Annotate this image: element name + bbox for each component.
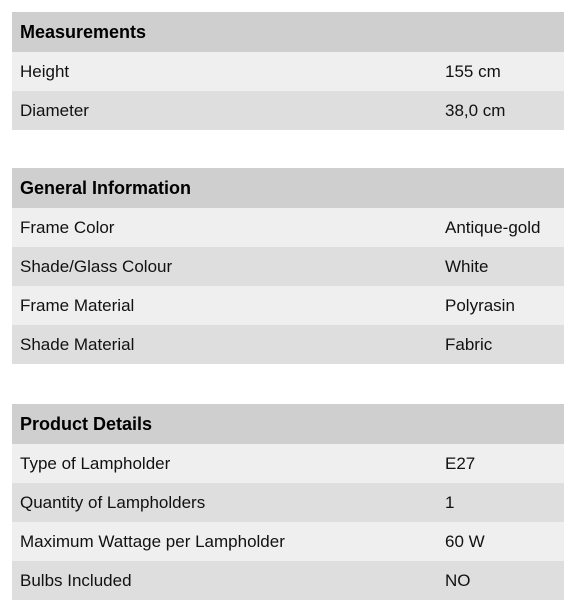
table-row bbox=[12, 208, 564, 247]
row-value: Fabric bbox=[437, 325, 564, 364]
row-label: Quantity of Lampholders bbox=[12, 483, 437, 522]
row-value: 155 cm bbox=[437, 52, 564, 91]
general-information-table bbox=[12, 168, 564, 364]
row-value: White bbox=[437, 247, 564, 286]
section-title-measurements: Measurements bbox=[12, 12, 564, 52]
row-label: Shade/Glass Colour bbox=[12, 247, 437, 286]
row-value: 38,0 cm bbox=[437, 91, 564, 130]
table-row bbox=[12, 91, 564, 130]
table-row bbox=[12, 522, 564, 561]
row-label: Height bbox=[12, 52, 437, 91]
measurements-table bbox=[12, 12, 564, 130]
row-label: Frame Color bbox=[12, 208, 437, 247]
row-label: Bulbs Included bbox=[12, 561, 437, 600]
table-row bbox=[12, 444, 564, 483]
row-value: 60 W bbox=[437, 522, 564, 561]
row-value: E27 bbox=[437, 444, 564, 483]
section-header-row bbox=[12, 404, 564, 444]
section-title-product-details: Product Details bbox=[12, 404, 564, 444]
table-row bbox=[12, 247, 564, 286]
product-details-table bbox=[12, 404, 564, 600]
row-value: Antique-gold bbox=[437, 208, 564, 247]
table-row bbox=[12, 52, 564, 91]
section-title-general-information: General Information bbox=[12, 168, 564, 208]
row-label: Maximum Wattage per Lampholder bbox=[12, 522, 437, 561]
table-row bbox=[12, 286, 564, 325]
table-row bbox=[12, 483, 564, 522]
row-label: Diameter bbox=[12, 91, 437, 130]
row-label: Type of Lampholder bbox=[12, 444, 437, 483]
section-header-row bbox=[12, 12, 564, 52]
section-header-row bbox=[12, 168, 564, 208]
table-row bbox=[12, 325, 564, 364]
table-row bbox=[12, 561, 564, 600]
row-value: 1 bbox=[437, 483, 564, 522]
row-label: Shade Material bbox=[12, 325, 437, 364]
row-label: Frame Material bbox=[12, 286, 437, 325]
row-value: Polyrasin bbox=[437, 286, 564, 325]
row-value: NO bbox=[437, 561, 564, 600]
